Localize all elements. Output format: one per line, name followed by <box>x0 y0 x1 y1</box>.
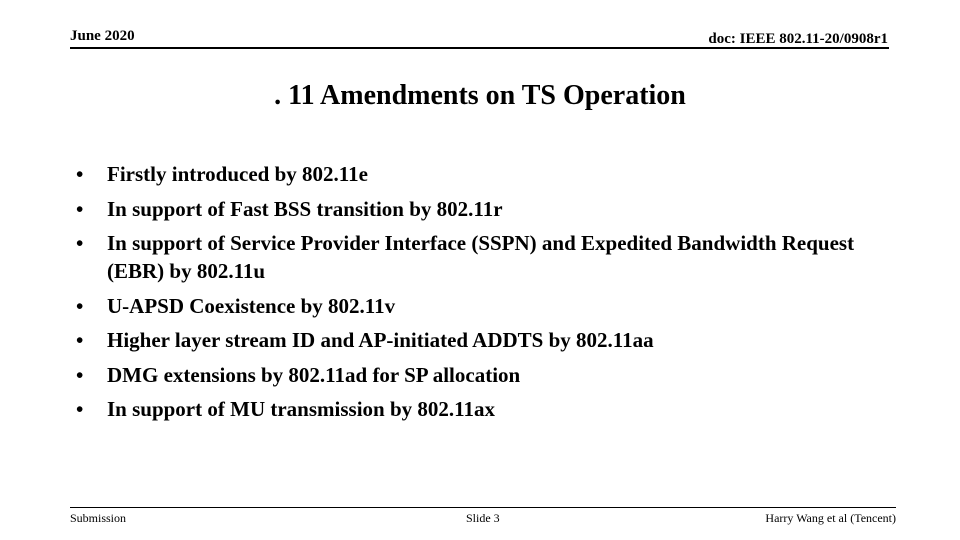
bullet-text: U-APSD Coexistence by 802.11v <box>107 293 396 318</box>
bullet-icon: • <box>76 231 84 255</box>
bullet-text: DMG extensions by 802.11ad for SP allocation <box>107 362 521 387</box>
bullet-icon: • <box>76 162 84 186</box>
bullet-item <box>76 292 896 320</box>
bullet-text: In support of Fast BSS transition by 802.11r <box>107 196 503 221</box>
footer-slide-number: Slide 3 <box>466 511 500 525</box>
header-date: June 2020 <box>70 28 135 44</box>
bullet-text: In support of MU transmission by 802.11ax <box>107 397 495 421</box>
bullet-icon: • <box>76 362 84 387</box>
footer-submission: Submission <box>70 511 127 525</box>
bullet-item <box>76 160 896 188</box>
bullet-icon: • <box>76 196 84 221</box>
bullet-item <box>76 195 896 223</box>
footer-divider <box>70 507 896 508</box>
bullet-icon: • <box>76 293 84 318</box>
bullet-list <box>76 160 896 430</box>
header-doc-id: doc: IEEE 802.11-20/0908r1 <box>708 31 888 47</box>
bullet-text: Firstly introduced by 802.11e <box>107 162 368 186</box>
slide-title: . 11 Amendments on TS Operation <box>274 80 686 111</box>
bullet-text: Higher layer stream ID and AP-initiated ADDTS by 802.11aa <box>107 328 654 352</box>
bullet-text: In support of Service Provider Interface (SSPN) and Expedited Bandwidth Request (EBR) by 802.11u <box>107 231 855 283</box>
bullet-icon: • <box>76 397 84 421</box>
bullet-icon: • <box>76 328 84 352</box>
footer-author: Harry Wang et al (Tencent) <box>765 511 896 525</box>
bullet-item <box>76 326 896 354</box>
bullet-item <box>76 395 896 423</box>
bullet-item <box>76 361 896 389</box>
bullet-item <box>76 229 896 285</box>
header-divider <box>70 47 889 49</box>
